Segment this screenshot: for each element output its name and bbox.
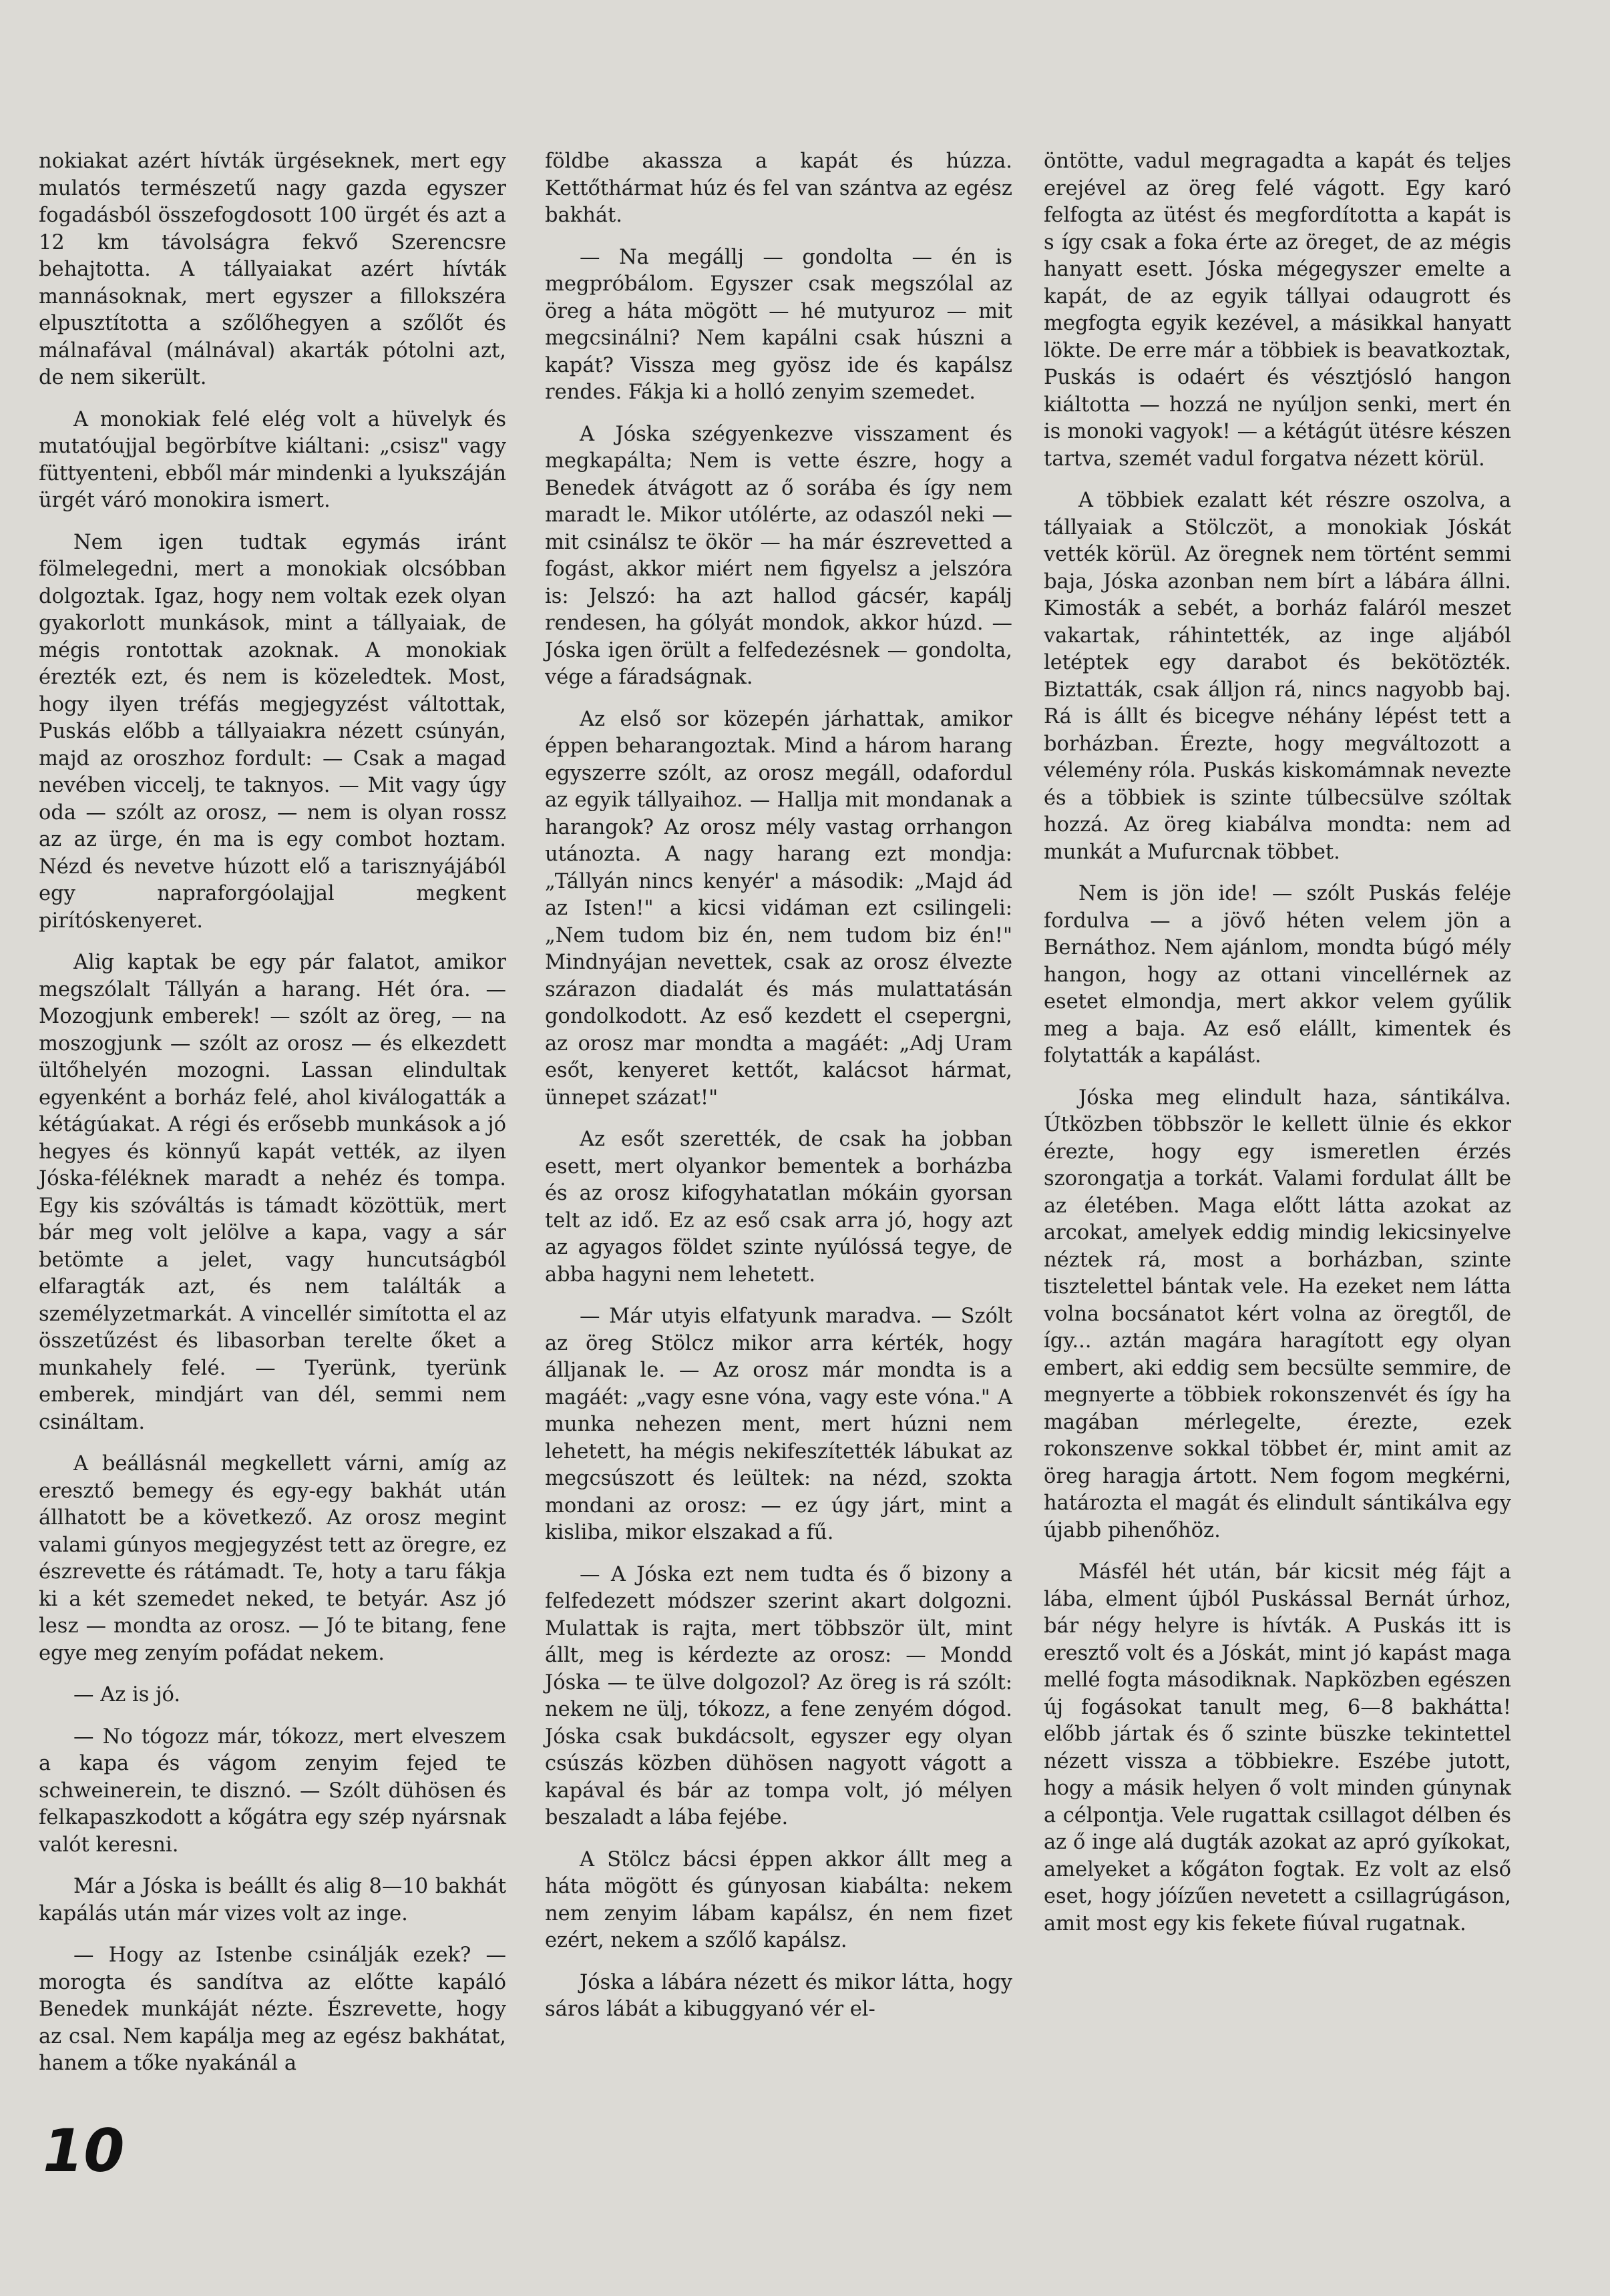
paragraph: Jóska meg elindult haza, sántikálva. Útközben többször le kellett ülnie és ekkor érezte, hogy egy ismeretlen érzés szorongatja a torkát. Valami fordulat állt be az életében. Maga előtt látta azokat az arcokat, amelyek eddig mindig lekicsinyelve néztek rá, most a borházban, szinte tisztelettel bántak vele. Ha ezeket nem látta volna bocsánatot kért volna az öregtől, de így... aztán magára haragított egy olyan embert, aki eddig sem becsülte semmire, de megnyerte a többiek rokonszenvét és így ha magában mérlegelte, érezte, ezek rokonszenve sokkal többet ér, mint amit az öreg haragja ártott. Nem fogom megkérni, határozta el magát és elindult sántikálva egy újabb pihenőhöz.: [1044, 1086, 1511, 1542]
paragraph: — Az is jó.: [73, 1683, 181, 1706]
paragraph: — Már utyis elfatyunk maradva. — Szólt az öreg Stölcz mikor arra kérték, hogy álljanak le. — Az orosz már mondta is a magáét: „vagy esne vóna, vagy este vóna." A munka nehezen ment, mert húzni nem lehetett, ha mégis nekifeszítették lábukat az megcsúszott és leültek: na nézd, szokta mondani az orosz: — ez úgy járt, mint a kisliba, mikor elszakad a fű.: [545, 1305, 1012, 1544]
page-number: 10: [43, 2116, 125, 2185]
paragraph: Az esőt szerették, de csak ha jobban esett, mert olyankor bementek a borházba és az orosz kifogyhatatlan mókáin gyorsan telt az idő. Ez az eső csak arra jó, hogy azt az agyagos földet szinte nyúlóssá tegye, de abba hagyni nem lehetett.: [545, 1128, 1012, 1287]
paragraph: Az első sor közepén járhattak, amikor éppen beharangoztak. Mind a három harang egyszerre szólt, az orosz megáll, odafordul az egyik tállyaihoz. — Hallja mit mondanak a harangok? Az orosz mély vastag orrhangon utánozta. A nagy harang ezt mondja: „Tállyán nincs kenyér' a második: „Majd ád az Isten!" a kicsi vidáman ezt csilingeli: „Nem tudom biz én, nem tudom biz én!" Mindnyájan nevettek, csak az orosz élvezte szárazon diadalát és más mulattatásán gondolkodott. Az eső kezdett el csepergni, az orosz mar mondta a magáét: „Adj Uram esőt, kenyeret kettőt, kalácsot hármat, ünnepet százat!": [545, 707, 1012, 1110]
paragraph: — Hogy az Istenbe csinálják ezek? — morogta és sandítva az előtte kapáló Benedek munkáját nézte. Észrevette, hogy az csal. Nem kapálja meg az egész bakhátat, hanem a tőke nyakánál a: [39, 1943, 506, 2075]
paragraph: A beállásnál megkellett várni, amíg az eresztő bemegy és egy-egy bakhát után állhatott be a következő. Az orosz megint valami gúnyos megjegyzést tett az öregre, ez észrevette és rátámadt. Te, hoty a taru fákja ki a két szemedet neked, te betyár. Asz jó lesz — mondta az orosz. — Jó te bitang, fene egye meg zenyím pofádat nekem.: [39, 1452, 506, 1665]
paragraph: nokiakat azért hívták ürgéseknek, mert egy mulatós természetű nagy gazda egyszer fogadásból összefogdosott 100 ürgét és azt a 12 km távolságra fekvő Szerencsre behajtotta. A tállyaiakat azért hívták mannásoknak, mert egyszer a fillokszéra elpusztította a szőlőhegyen a szőlőt és málnafával (málnával) akarták pótolni azt, de nem sikerült.: [39, 150, 506, 389]
paragraph: — No tógozz már, tókozz, mert elveszem a kapa és vágom zenyim fejed te schweinerein, te disznó. — Szólt dühösen és felkapaszkodott a kőgátra egy szép nyársnak valót keresni.: [39, 1725, 506, 1857]
paragraph: Jóska a lábára nézett és mikor látta, hogy sáros lábát a kibuggyanó vér el-: [545, 1970, 1012, 2021]
paragraph: A monokiak felé elég volt a hüvelyk és mutatóujjal begörbítve kiáltani: „csisz" vagy füttyenteni, ebből már mindenki a lyukszáján ürgét váró monokira ismert.: [39, 407, 506, 512]
paragraph: A többiek ezalatt két részre oszolva, a tállyaiak a Stölczöt, a monokiak Jóskát vették körül. Az öregnek nem történt semmi baja, Jóska azonban nem bírt a lábára állni. Kimosták a sebét, a borház faláról meszet vakartak, ráhintették, az inge aljából letéptek egy darabot és bekötözték. Biztatták, csak álljon rá, nincs nagyobb baj. Rá is állt és bicegve néhány lépést tett a borházban. Érezte, hogy megváltozott a vélemény róla. Puskás kiskomámnak nevezte és a többiek is szinte túlbecsülve szóltak hozzá. Az öreg kiabálva mondta: nem ad munkát a Mufurcnak többet.: [1044, 489, 1511, 864]
paragraph: — A Jóska ezt nem tudta és ő bizony a felfedezett módszer szerint akart dolgozni. Mulattak is rajta, mert többször ült, mint állt, meg is kérdezte az orosz: — Mondd Jóska — te ülve dolgozol? Az öreg is rá szólt: nekem ne ülj, tókozz, a fene zenyém dógod. Jóska csak bukdácsolt, egyszer egy olyan csúszás közben dühösen nagyott vágott a kapával és bár az tompa volt, jó mélyen beszaladt a lába fejébe.: [545, 1562, 1012, 1829]
paragraph: Nem is jön ide! — szólt Puskás feléje fordulva — a jövő héten velem jön a Bernáthoz. Nem ajánlom, mondta búgó mély hangon, hogy az ottani vincellérnek az esetet elmondja, mert akkor velem gyűlik meg a baja. Az eső elállt, kimentek és folytatták a kapálást.: [1044, 882, 1511, 1068]
paragraph: Másfél hét után, bár kicsit még fájt a lába, elment újból Puskással Bernát úrhoz, bár négy helyre is hívták. A Puskás itt is eresztő volt és a Jóskát, mint jó kapást maga mellé fogta másodiknak. Napközben egészen új fogásokat tanult meg, 6—8 bakhátta! előbb jártak és ő szinte büszke tekintettel nézett vissza a többiekre. Eszébe jutott, hogy a másik helyen ő volt minden gúnynak a célpontja. Vele rugattak csillagot délben és az ő inge alá dugták azokat az apró gyíkokat, amelyeket a kőgáton fogtak. Ez volt az első eset, hogy jóízűen nevetett a csillagrúgáson, amit most egy kis fekete fiúval rugatnak.: [1044, 1560, 1511, 1935]
paragraph: A Stölcz bácsi éppen akkor állt meg a háta mögött és gúnyosan kiabálta: nekem nem zenyim lábam kapálsz, én nem fizet ezért, nekem a szőlő kapálsz.: [545, 1847, 1012, 1952]
paragraph: Nem igen tudtak egymás iránt fölmelegedni, mert a monokiak olcsóbban dolgoztak. Igaz, hogy nem voltak ezek olyan gyakorlott munkások, mint a tállyaiak, de mégis rontottak azoknak. A monokiak érezték ezt, és nem is közeledtek. Most, hogy ilyen tréfás megjegyzést váltottak, Puskás előbb a tállyaiakra nézett csúnyán, majd az oroszhoz fordult: — Csak a magad nevében viccelj, te taknyos. — Mit vagy úgy oda — szólt az orosz, — nem is olyan rossz az az ürge, én ma is egy combot hoztam. Nézd és nevetve húzott elő a tarisznyájából egy napraforgóolajjal megkent pirítóskenyeret.: [39, 530, 506, 933]
paragraph: — Na megállj — gondolta — én is megpróbálom. Egyszer csak megszólal az öreg a háta mögött — hé mutyuroz — mit megcsinálni? Nem kapálni csak húszni a kapát? Vissza meg gyösz ide és kapálsz rendes. Fákja ki a holló zenyim szemedet.: [545, 245, 1012, 404]
paragraph: A Jóska szégyenkezve visszament és megkapálta; Nem is vette észre, hogy a Benedek átvágott az ő sorába és így nem maradt le. Mikor utólérte, az odaszól neki — mit csinálsz te ökör — ha már észrevetted a fogást, akkor miért nem figyelsz a jelszóra is: Jelszó: ha azt hallod gácsér, kapálj rendesen, ha gólyát mondok, akkor húzd. — Jóska igen örült a felfedezésnek — gondolta, vége a fáradságnak.: [545, 422, 1012, 689]
paragraph: földbe akassza a kapát és húzza. Kettőthármat húz és fel van szántva az egész bakhát.: [545, 150, 1012, 227]
text-column-2: [545, 148, 1012, 2038]
paragraph: Már a Jóska is beállt és alig 8—10 bakhát kapálás után már vizes volt az inge.: [39, 1875, 506, 1925]
text-column-3: [1044, 148, 1511, 1952]
paragraph: Alig kaptak be egy pár falatot, amikor megszólalt Tállyán a harang. Hét óra. — Mozogjunk emberek! — szólt az öreg, — na moszogjunk — szólt az orosz — és elkezdett ültőhelyén mozogni. Lassan elindultak egyenként a borház felé, ahol kiválogatták a kétágúakat. A régi és erősebb munkások a jó hegyes és könnyű kapát vették, az ilyen Jóska-féléknek maradt a nehéz és tompa. Egy kis szóváltás is támadt közöttük, mert bár meg volt jelölve a kapa, vagy a sár betömte a jelet, vagy huncutságból elfaragták azt, és nem találták a személyzetmarkát. A vincellér simította el az összetűzést és libasorban terelte őket a munkahely felé. — Tyerünk, tyerünk emberek, mindjárt van dél, semmi nem csináltam.: [39, 951, 506, 1434]
paragraph: öntötte, vadul megragadta a kapát és teljes erejével az öreg felé vágott. Egy karó felfogta az ütést és megfordította a kapát is s így csak a foka érte az öreget, de az mégis hanyatt esett. Jóska mégegyszer emelte a kapát, de az egyik tállyai odaugrott és megfogta egyik kezével, a másikkal hanyatt lökte. De erre már a többiek is beavatkoztak, Puskás is odaért és vésztjósló hangon kiáltotta — hozzá ne nyúljon senki, mert én is monoki vagyok! — a kétágút ütésre készen tartva, szemét vadul forgatva nézett körül.: [1044, 150, 1511, 471]
text-column-1: [39, 148, 506, 2092]
